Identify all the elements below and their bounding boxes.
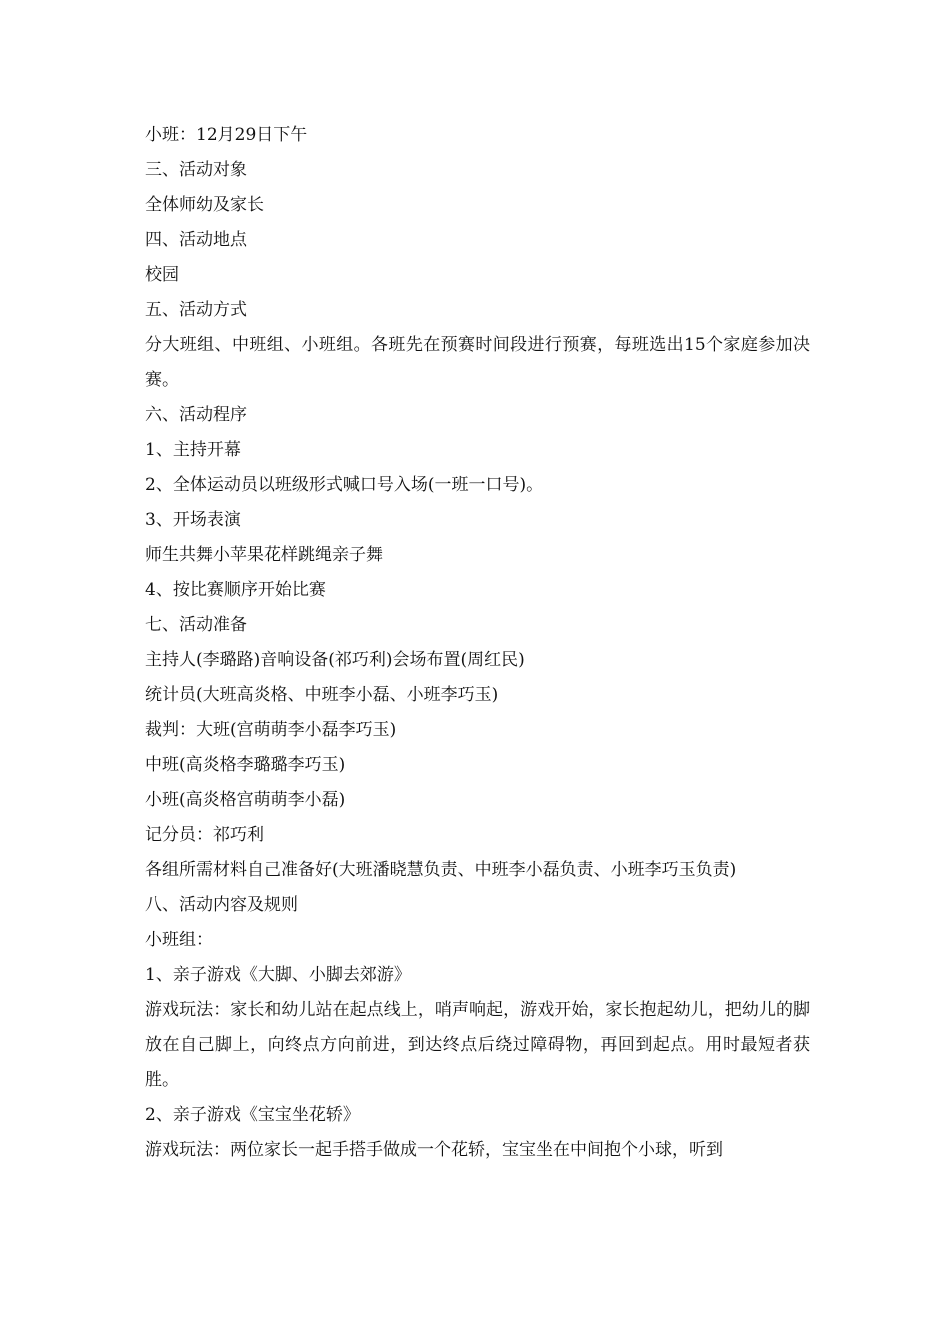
section-heading: 八、活动内容及规则: [145, 895, 298, 915]
list-item: 1、主持开幕: [145, 440, 241, 460]
text-line: 小班(高炎格宫萌萌李小磊): [145, 790, 346, 810]
text-line: 裁判：大班(宫萌萌李小磊李巧玉): [145, 720, 397, 740]
list-item: 3、开场表演: [145, 510, 241, 530]
text-line: 全体师幼及家长: [145, 195, 264, 215]
list-item: 4、按比赛顺序开始比赛: [145, 580, 326, 600]
paragraph: 游戏玩法：两位家长一起手搭手做成一个花轿，宝宝坐在中间抱个小球，听到: [145, 1140, 723, 1160]
text-line: 统计员(大班高炎格、中班李小磊、小班李巧玉): [145, 685, 499, 705]
section-heading: 四、活动地点: [145, 230, 247, 250]
text-line: 中班(高炎格李璐璐李巧玉): [145, 755, 346, 775]
paragraph: 分大班组、中班组、小班组。各班先在预赛时间段进行预赛，每班选出15个家庭参加决赛。: [145, 335, 810, 390]
text-line: 小班组：: [145, 930, 213, 950]
paragraph: 各组所需材料自己准备好(大班潘晓慧负责、中班李小磊负责、小班李巧玉负责): [145, 860, 737, 880]
section-heading: 六、活动程序: [145, 405, 247, 425]
section-heading: 七、活动准备: [145, 615, 247, 635]
text-line: 校园: [145, 265, 179, 285]
text-line: 师生共舞小苹果花样跳绳亲子舞: [145, 545, 383, 565]
section-heading: 三、活动对象: [145, 160, 247, 180]
list-item: 2、亲子游戏《宝宝坐花轿》: [145, 1105, 360, 1125]
document-body: [145, 118, 810, 1168]
list-item: 1、亲子游戏《大脚、小脚去郊游》: [145, 965, 411, 985]
paragraph: 游戏玩法：家长和幼儿站在起点线上，哨声响起，游戏开始，家长抱起幼儿，把幼儿的脚放在自己脚上，向终点方向前进，到达终点后绕过障碍物，再回到起点。用时最短者获胜。: [145, 1000, 810, 1090]
section-heading: 五、活动方式: [145, 300, 247, 320]
list-item: 2、全体运动员以班级形式喊口号入场(一班一口号)。: [145, 475, 544, 495]
text-line: 记分员：祁巧利: [145, 825, 264, 845]
text-line: 主持人(李璐路)音响设备(祁巧利)会场布置(周红民): [145, 650, 525, 670]
text-line: 小班：12月29日下午: [145, 125, 308, 145]
